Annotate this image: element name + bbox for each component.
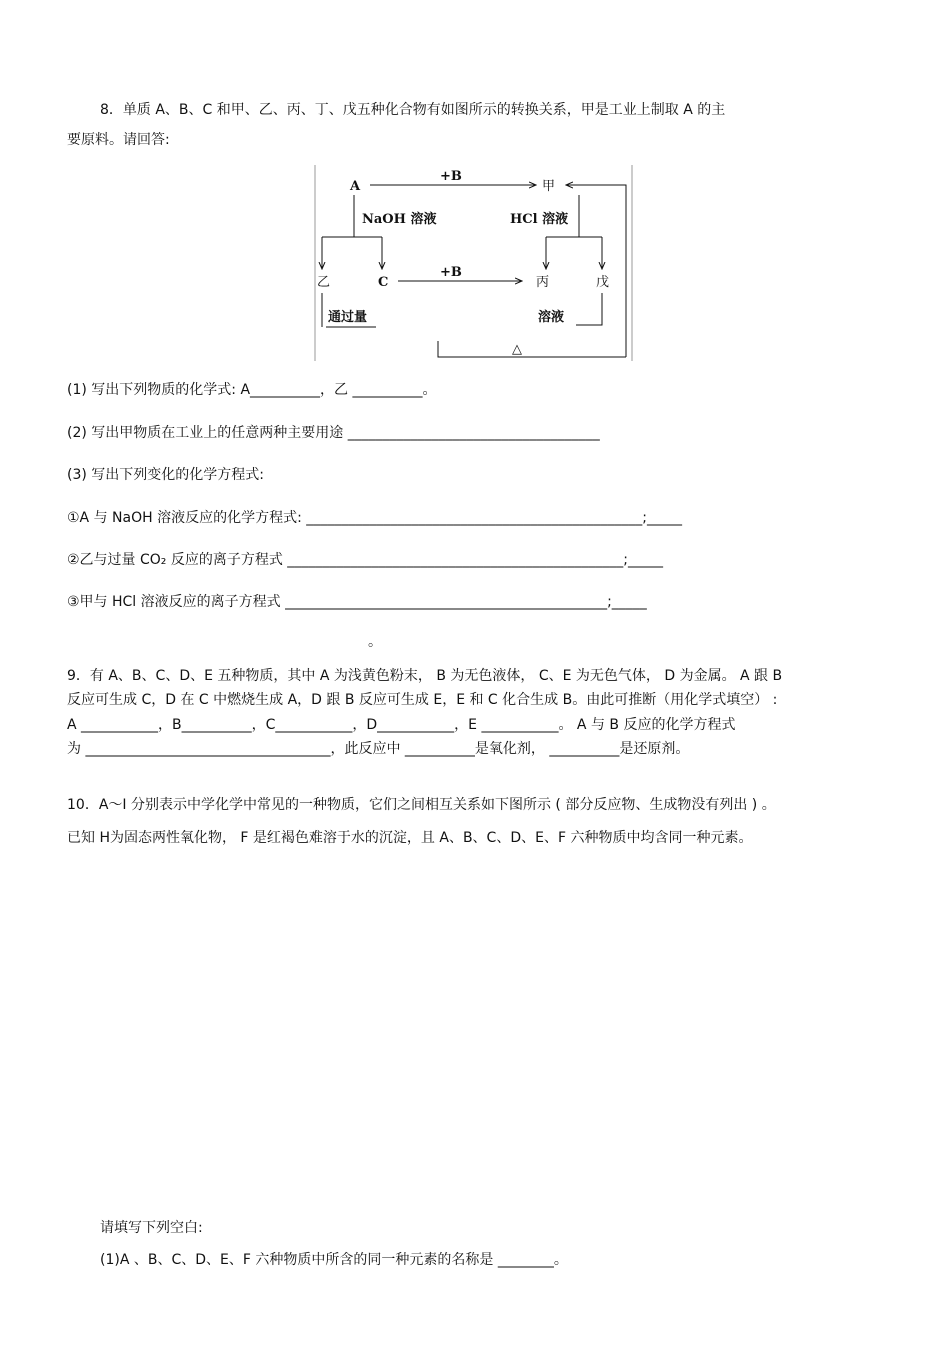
node-C: C (378, 275, 389, 290)
q8-part3-end: 。 (368, 634, 382, 650)
q8-part3a: ①A 与 NaOH 溶液反应的化学方程式: ________________________________________________;_____ (67, 510, 682, 526)
q10-part1: (1)A 、B、C、D、E、F 六种物质中所含的同一种元素的名称是 ________。 (100, 1252, 568, 1268)
label-tongguoliang: 通过量 (328, 310, 368, 325)
q10-fill-instruction: 请填写下列空白: (100, 1220, 203, 1236)
q10-line1: 10．A～I 分别表示中学化学中常见的一种物质，它们之间相互关系如下图所示 ( 部分反应物、生成物没有列出 ) 。 (67, 797, 776, 813)
q8-conversion-diagram (314, 165, 634, 361)
q9-line1: 9．有 A、B、C、D、E 五种物质，其中 A 为浅黄色粉末， B 为无色液体， C、E 为无色气体， D 为金属。 A 跟 B (67, 668, 783, 684)
arrow-return-to-jia (566, 185, 626, 357)
node-A: A (350, 179, 361, 194)
q10-line2: 已知 H为固态两性氧化物， F 是红褐色难溶于水的沉淀，且 A、B、C、D、E、F 六种物质中均含同一种元素。 (67, 830, 753, 846)
q8-part3c: ③甲与 HCl 溶液反应的离子方程式 ______________________________________________;_____ (67, 594, 647, 610)
q8-stem-line1: 8．单质 A、B、C 和甲、乙、丙、丁、戊五种化合物有如图所示的转换关系，甲是工业上制取 A 的主 (100, 102, 726, 118)
line-wu-to-rongye (576, 293, 602, 325)
q9-line3: A ___________，B__________，C___________，D___________，E ___________。 A 与 B 反应的化学方程式 (67, 717, 736, 733)
node-jia: 甲 (542, 179, 556, 194)
q8-part1: (1) 写出下列物质的化学式: A__________，乙 __________。 (67, 382, 437, 398)
q9-line4: 为 ___________________________________，此反应中 __________是氧化剂， __________是还原剂。 (67, 741, 690, 757)
label-plusB-top: +B (440, 169, 462, 184)
line-heat (438, 341, 626, 357)
q9-line2: 反应可生成 C，D 在 C 中燃烧生成 A，D 跟 B 反应可生成 E，E 和 C 化合生成 B。由此可推断（用化学式填空） : (67, 692, 778, 708)
label-hcl: HCl 溶液 (510, 212, 569, 227)
node-bing: 丙 (536, 275, 550, 290)
q8-part2: (2) 写出甲物质在工业上的任意两种主要用途 ____________________________________ (67, 425, 600, 441)
q8-part3b: ②乙与过量 CO₂ 反应的离子方程式 ________________________________________________;_____ (67, 552, 664, 568)
node-wu: 戊 (596, 275, 610, 290)
q8-part3: (3) 写出下列变化的化学方程式: (67, 467, 264, 483)
label-rongye: 溶液 (538, 310, 565, 325)
label-triangle: △ (512, 342, 522, 357)
label-plusB-mid: +B (440, 265, 462, 280)
node-yi: 乙 (317, 275, 331, 290)
q8-diagram-svg (314, 165, 634, 361)
label-naoh: NaOH 溶液 (362, 212, 437, 227)
q8-stem-line2: 要原料。请回答: (67, 132, 170, 148)
